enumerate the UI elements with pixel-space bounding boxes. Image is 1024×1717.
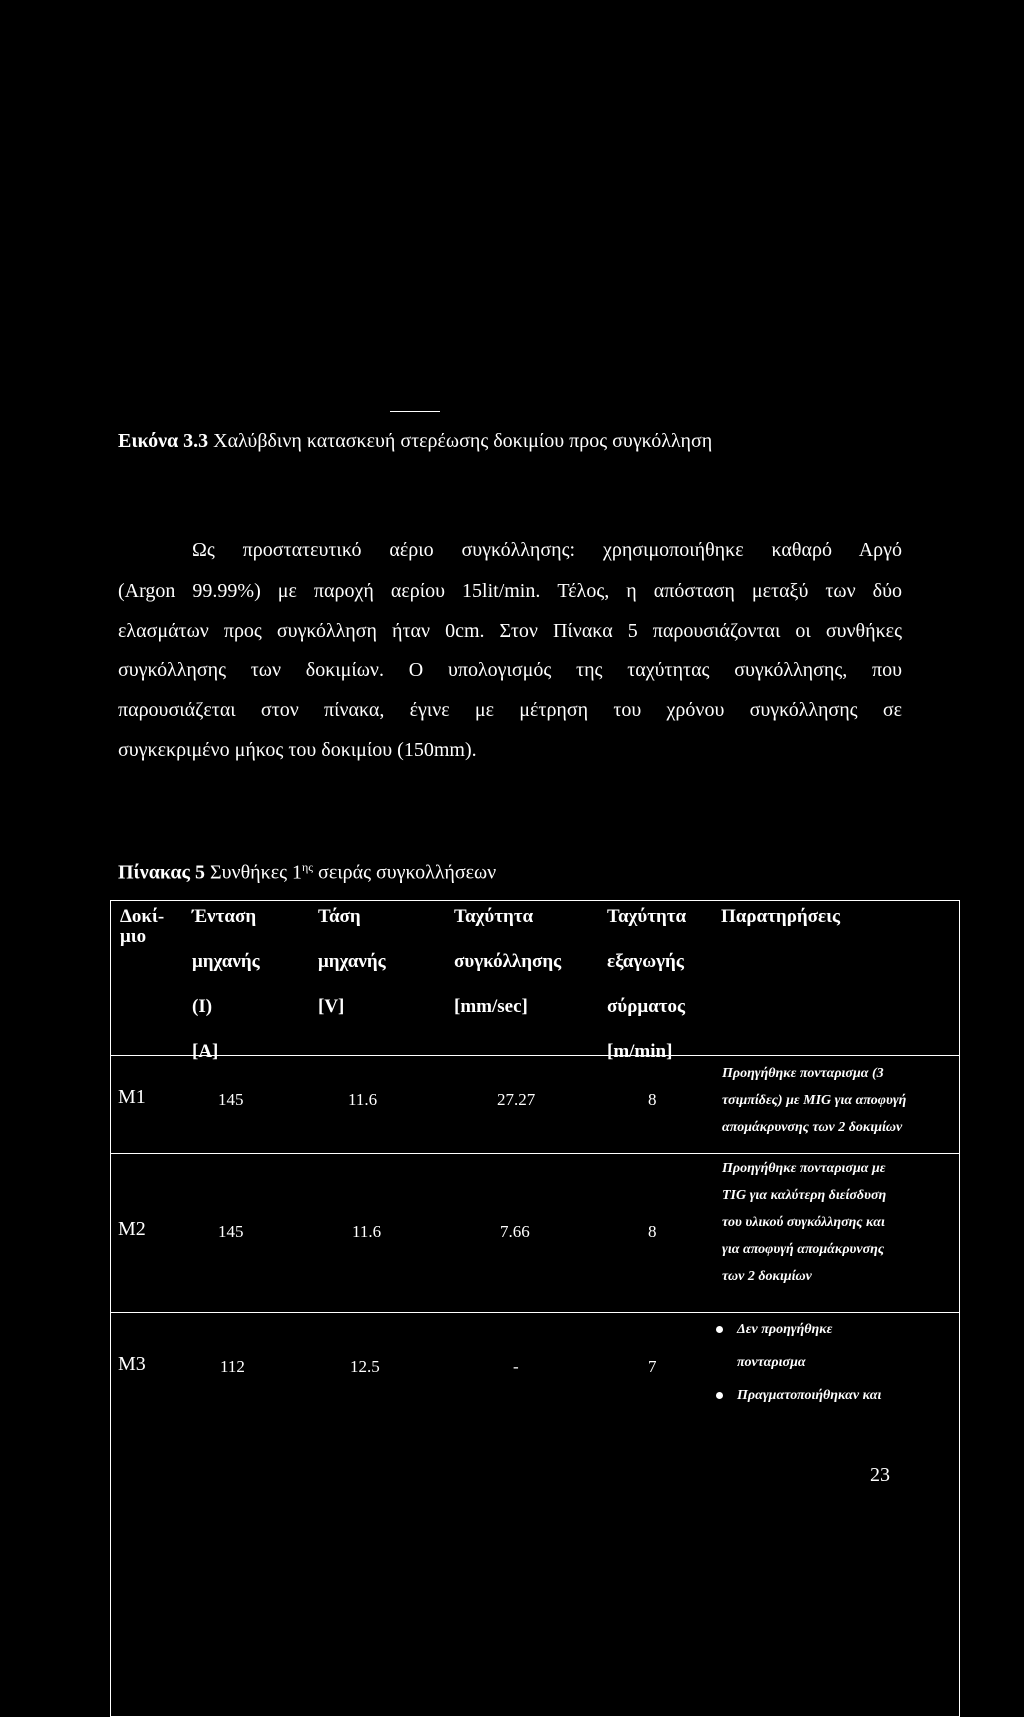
header-wire-feed-speed: Ταχύτητα εξαγωγής σύρματος [m/min] [607, 906, 687, 1062]
table-row-m3-speed: - [513, 1357, 519, 1376]
bullet-icon [716, 1326, 723, 1333]
table-row-m1-notes: Προηγήθηκε πονταρισμα (3 τσιμπίδες) με MIG για αποφυγή απομάκρυνσης των 2 δοκιμίων [722, 1066, 907, 1135]
table-row-m3-id: M3 [118, 1353, 146, 1375]
paragraph-line-1: Ως προστατευτικό αέριο συγκόλλησης: χρησιμοποιήθηκε καθαρό Αργό [192, 539, 902, 561]
table-row-m2-voltage: 11.6 [352, 1222, 382, 1241]
table-row-m1-current: 145 [218, 1090, 244, 1109]
table-row-m1-speed: 27.27 [497, 1090, 536, 1109]
table-row-m3-wire: 7 [648, 1357, 657, 1376]
footnote-rule [390, 411, 440, 412]
table-row-m3-voltage: 12.5 [350, 1357, 380, 1376]
table-row-m2-speed: 7.66 [500, 1222, 530, 1241]
header-welding-speed: Ταχύτητα συγκόλλησης [mm/sec] [454, 906, 562, 1017]
paragraph-line-6: συγκεκριμένο μήκος του δοκιμίου (150mm). [118, 739, 477, 761]
table-row-divider-1 [110, 1153, 960, 1154]
header-current: Ένταση μηχανής (I) [A] [192, 906, 260, 1062]
table-title-text-before: Συνθήκες 1 [209, 861, 303, 884]
table-row-m1-wire: 8 [648, 1090, 657, 1109]
figure-label: Εικόνα 3.3 [118, 430, 209, 452]
table-border-right [959, 900, 960, 1716]
table-row-m3-current: 112 [220, 1357, 245, 1376]
table-title [118, 860, 496, 885]
paragraph-line-4: συγκόλλησης των δοκιμίων. Ο υπολογισμός της ταχύτητας συγκόλλησης, που [118, 659, 902, 681]
table-row-m2-wire: 8 [648, 1222, 657, 1241]
table-border-left [110, 900, 111, 1716]
bullet-icon [716, 1392, 723, 1399]
paragraph-line-5: παρουσιάζεται στον πίνακα, έγινε με μέτρηση του χρόνου συγκόλλησης σε [118, 699, 902, 721]
table-row-m3-notes: Δεν προηγήθηκε πονταρισμα Πραγματοποιήθηκαν και [716, 1316, 881, 1409]
page-number: 23 [870, 1464, 890, 1486]
header-remarks: Παρατηρήσεις [721, 906, 841, 927]
table-title-superscript: ης [302, 860, 314, 874]
header-specimen: Δοκί- μιο [120, 906, 165, 947]
table-row-m1-voltage: 11.6 [348, 1090, 378, 1109]
paragraph-line-3: ελασμάτων προς συγκόλληση ήταν 0cm. Στον Πίνακα 5 παρουσιάζονται οι συνθήκες [118, 620, 902, 642]
figure-caption-text: Χαλύβδινη κατασκευή στερέωσης δοκιμίου προς συγκόλληση [213, 430, 713, 452]
table-row-m2-id: M2 [118, 1218, 146, 1240]
table-row-m1-id: M1 [118, 1086, 146, 1108]
table-title-text-after: σειράς συγκολλήσεων [318, 861, 497, 884]
table-row-divider-2 [110, 1312, 960, 1313]
table-row-m2-current: 145 [218, 1222, 244, 1241]
header-voltage: Τάση μηχανής [V] [318, 906, 386, 1017]
table-label: Πίνακας 5 [118, 861, 205, 884]
paragraph-line-2: (Argon 99.99%) με παροχή αερίου 15lit/min. Τέλος, η απόσταση μεταξύ των δύο [118, 580, 902, 602]
figure-caption [118, 430, 712, 453]
table-row-m2-notes: Προηγήθηκε πονταρισμα με TIG για καλύτερη διείσδυση του υλικού συγκόλλησης και για αποφυγή απομάκρυνσης των 2 δοκιμίων [722, 1161, 887, 1284]
